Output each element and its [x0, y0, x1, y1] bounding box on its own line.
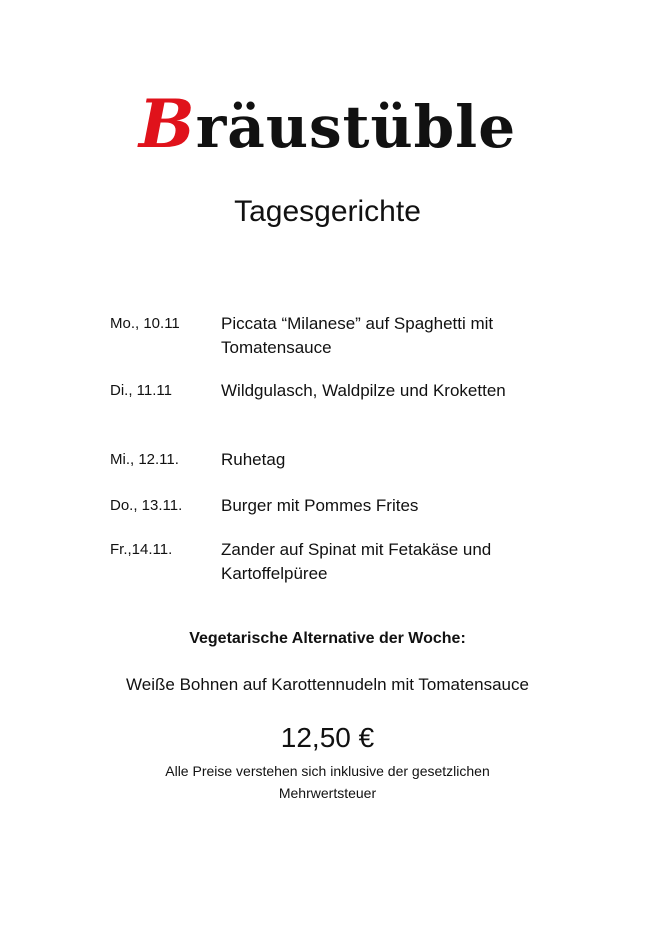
- menu-date: Fr.,14.11.: [110, 541, 173, 558]
- menu-dish: Ruhetag: [221, 450, 286, 469]
- menu-dish: Piccata “Milanese” auf Spaghetti mit Tomatensauce: [221, 314, 494, 357]
- page-title: Tagesgerichte: [234, 195, 421, 228]
- menu-date: Mo., 10.11: [110, 315, 180, 332]
- tax-note: Alle Preise verstehen sich inklusive der gesetzlichen Mehrwertsteuer: [165, 763, 490, 801]
- menu-date: Mi., 12.11.: [110, 451, 179, 468]
- menu-dish: Wildgulasch, Waldpilze und Kroketten: [221, 381, 506, 400]
- vegetarian-heading: Vegetarische Alternative der Woche:: [189, 630, 466, 647]
- price: 12,50 €: [280, 722, 375, 753]
- vegetarian-dish: Weiße Bohnen auf Karottennudeln mit Tomatensauce: [126, 675, 529, 694]
- logo-name: räustüble: [195, 93, 517, 161]
- menu-dish: Zander auf Spinat mit Fetakäse und Kartoffelpüree: [221, 540, 492, 583]
- menu-date: Do., 13.11.: [110, 497, 183, 514]
- restaurant-logo: [0, 85, 655, 163]
- menu-dish: Burger mit Pommes Frites: [221, 496, 419, 515]
- logo-initial: B: [138, 85, 196, 163]
- menu-date: Di., 11.11: [110, 382, 172, 399]
